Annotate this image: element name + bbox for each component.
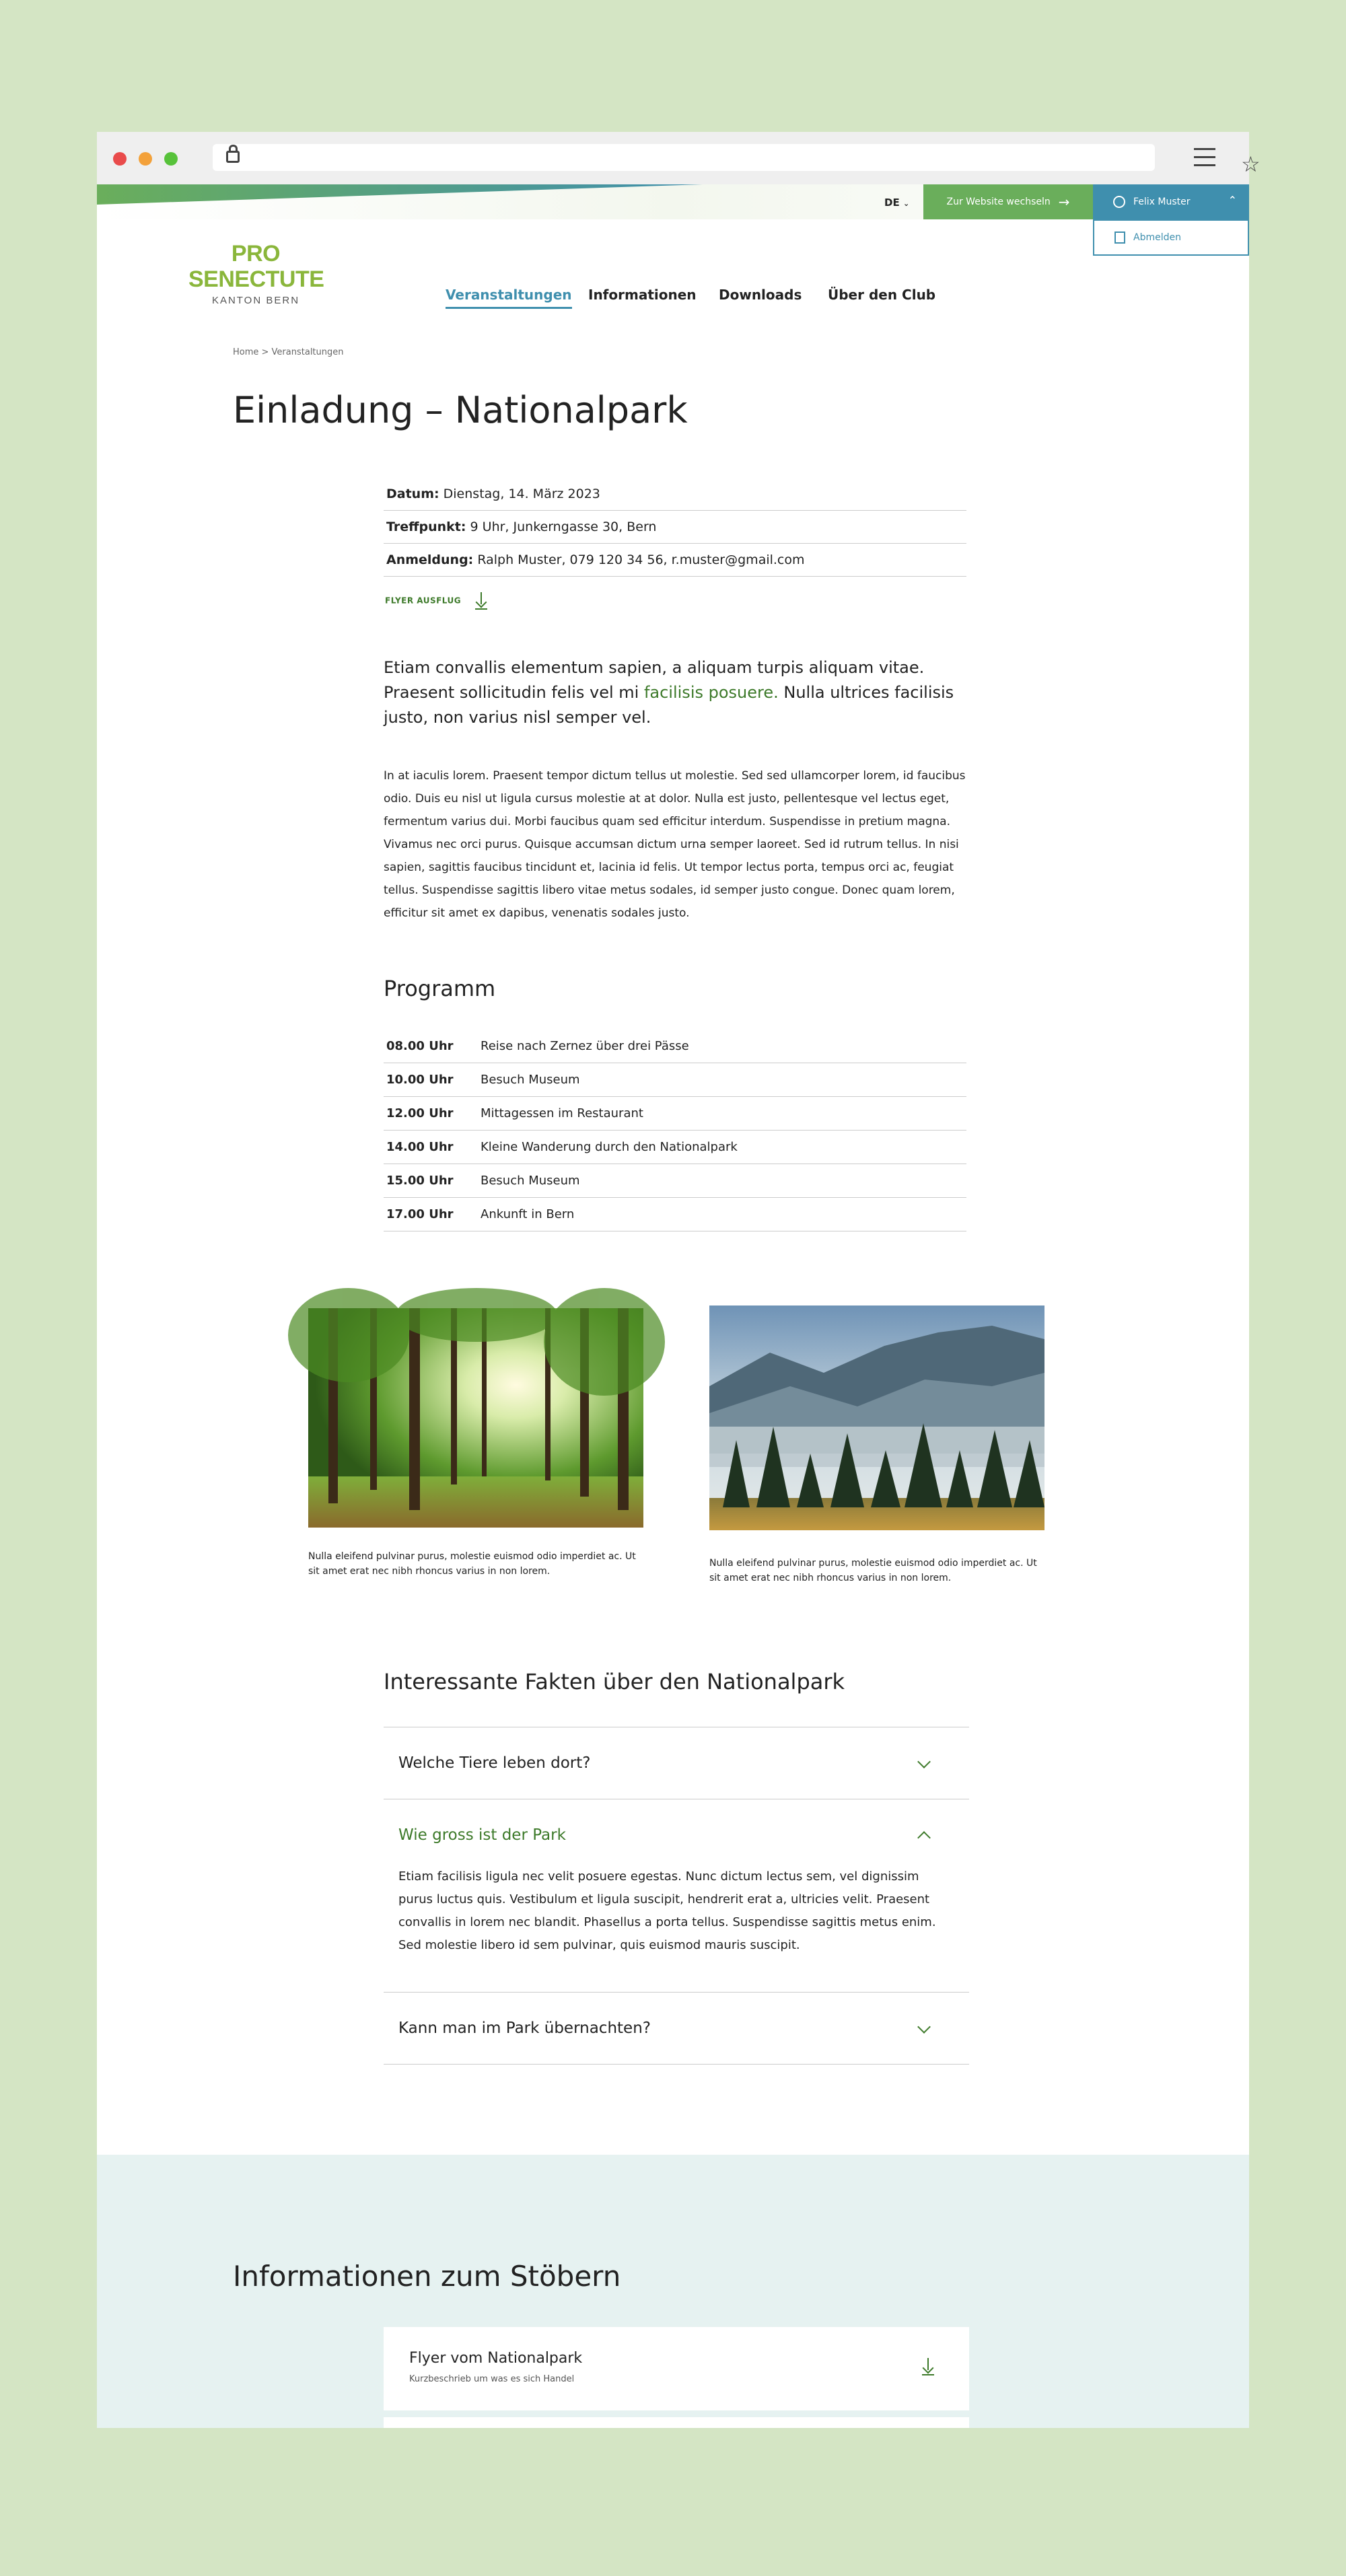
download-card-title: Flyer vom Nationalpark — [409, 2350, 583, 2367]
chevron-down-icon: ⌄ — [902, 199, 910, 208]
bookmark-star-icon[interactable]: ☆ — [1241, 151, 1261, 177]
programm-table — [384, 1030, 966, 1231]
user-menu-button[interactable] — [1093, 184, 1249, 219]
info-row-anmeldung: Anmeldung: Ralph Muster, 079 120 34 56, r.muster@gmail.com — [384, 544, 966, 577]
logout-icon — [1114, 231, 1125, 244]
lock-icon — [226, 151, 240, 163]
user-icon — [1113, 196, 1125, 208]
faq-item[interactable] — [384, 1993, 969, 2065]
lead-paragraph: Etiam convallis elementum sapien, a aliquam turpis aliquam vitae. Praesent sollicitudin felis vel mi facilisis posuere. Nulla ultrices facilisis justo, non varius nisl semper vel. — [384, 658, 954, 727]
programm-row: 14.00 Uhr Kleine Wanderung durch den Nationalpark — [384, 1131, 966, 1164]
breadcrumb[interactable]: Home > Veranstaltungen — [233, 347, 344, 357]
browser-menu-icon[interactable] — [1194, 148, 1215, 172]
download-card[interactable] — [384, 2327, 969, 2410]
logout-label: Abmelden — [1133, 232, 1181, 243]
address-bar[interactable] — [213, 144, 1261, 177]
image-caption: Nulla eleifend pulvinar purus, molestie euismod odio imperdiet ac. Ut sit amet erat nec nibh rhoncus varius in non lorem. — [308, 1551, 636, 1577]
programm-row: 15.00 Uhr Besuch Museum — [384, 1164, 966, 1198]
chevron-up-icon: ⌃ — [1228, 194, 1237, 207]
nav-downloads[interactable]: Downloads — [719, 287, 802, 303]
page-title: Einladung – Nationalpark — [233, 389, 688, 431]
download-icon[interactable] — [922, 2358, 934, 2375]
faq-question[interactable]: Wie gross ist der Park — [398, 1826, 566, 1844]
arrow-right-icon: → — [1058, 194, 1070, 210]
info-row-datum: Datum: Dienstag, 14. März 2023 — [384, 478, 966, 511]
download-card[interactable] — [384, 2417, 969, 2428]
programm-row: 08.00 Uhr Reise nach Zernez über drei Pässe — [384, 1030, 966, 1063]
programm-title: Programm — [384, 976, 496, 1001]
close-window-icon[interactable] — [113, 152, 127, 166]
body-paragraph: In at iaculis lorem. Praesent tempor dictum tellus ut molestie. Sed sed ullamcorper lorem, id faucibus odio. Duis eu nisl ut ligula cursus molestie at at dolor. Nulla est justo, pellentesque vel lectus eget, fermentum varius dui. Morbi faucibus quam sed efficitur interdum. Suspendisse in pretium magna. Vivamus nec orci purus. Quisque accumsan dictum urna semper laoreet. Sed id rutrum tellus. In nisi sapien, sagittis faucibus tincidunt et, lacinia id felis. Ut tempor lectus porta, tempus orci ac, feugiat tellus. Suspendisse sagittis libero vitae metus sodales, id semper justo congue. Donec quam lorem, efficitur sit amet ex dapibus, venenatis sodales justo. — [384, 769, 966, 920]
infos-section — [97, 2155, 1249, 2428]
browser-window — [97, 132, 1261, 2428]
faq-answer: Etiam facilisis ligula nec velit posuere egestas. Nunc dictum lectus sem, vel dignissim purus luctus quis. Vestibulum et ligula suscipit, hendrerit erat a, ultricies velit. Praesent convallis in lorem nec blandit. Phasellus a porta tellus. Suspendisse sagittis metus enim. Sed molestie libero id sem pulvinar, quis euismod mauris suscipit. — [398, 1869, 936, 1952]
minimize-window-icon[interactable] — [139, 152, 152, 166]
user-name: Felix Muster — [1133, 196, 1191, 207]
top-bar — [97, 184, 1249, 219]
logo[interactable]: PRO SENECTUTE KANTON BERN — [188, 241, 324, 306]
logout-menu-item[interactable] — [1093, 219, 1249, 256]
language-select[interactable]: DE ⌄ — [884, 196, 910, 209]
faq-item[interactable] — [384, 1727, 969, 1799]
inline-link[interactable]: facilisis posuere. — [643, 683, 779, 702]
programm-row: 17.00 Uhr Ankunft in Bern — [384, 1198, 966, 1231]
faq-accordion — [384, 1727, 969, 2065]
browser-chrome — [97, 132, 1261, 184]
switch-website-label: Zur Website wechseln — [946, 196, 1051, 207]
programm-row: 12.00 Uhr Mittagessen im Restaurant — [384, 1097, 966, 1131]
flyer-download-link[interactable]: FLYER AUSFLUG — [385, 592, 487, 610]
nav-veranstaltungen[interactable]: Veranstaltungen — [446, 287, 572, 309]
nav-informationen[interactable]: Informationen — [588, 287, 697, 303]
programm-row: 10.00 Uhr Besuch Museum — [384, 1063, 966, 1097]
infos-title: Informationen zum Stöbern — [233, 2260, 621, 2293]
event-info — [384, 478, 966, 577]
decorative-stripe — [97, 184, 703, 205]
image-caption: Nulla eleifend pulvinar purus, molestie euismod odio imperdiet ac. Ut sit amet erat nec nibh rhoncus varius in non lorem. — [709, 1558, 1037, 1583]
faq-question[interactable]: Welche Tiere leben dort? — [398, 1754, 591, 1772]
faq-question[interactable]: Kann man im Park übernachten? — [398, 2019, 651, 2037]
info-row-treffpunkt: Treffpunkt: 9 Uhr, Junkerngasse 30, Bern — [384, 511, 966, 544]
faq-item-open[interactable] — [384, 1799, 969, 1993]
mountain-photo — [709, 1305, 1044, 1530]
forest-photo — [308, 1308, 643, 1528]
download-icon — [475, 592, 487, 610]
download-card-subtitle: Kurzbeschrieb um was es sich Handel — [409, 2374, 575, 2384]
faq-title: Interessante Fakten über den Nationalpark — [384, 1669, 845, 1694]
switch-website-button[interactable] — [923, 184, 1093, 219]
maximize-window-icon[interactable] — [164, 152, 178, 166]
nav-ueber-den-club[interactable]: Über den Club — [828, 287, 936, 303]
